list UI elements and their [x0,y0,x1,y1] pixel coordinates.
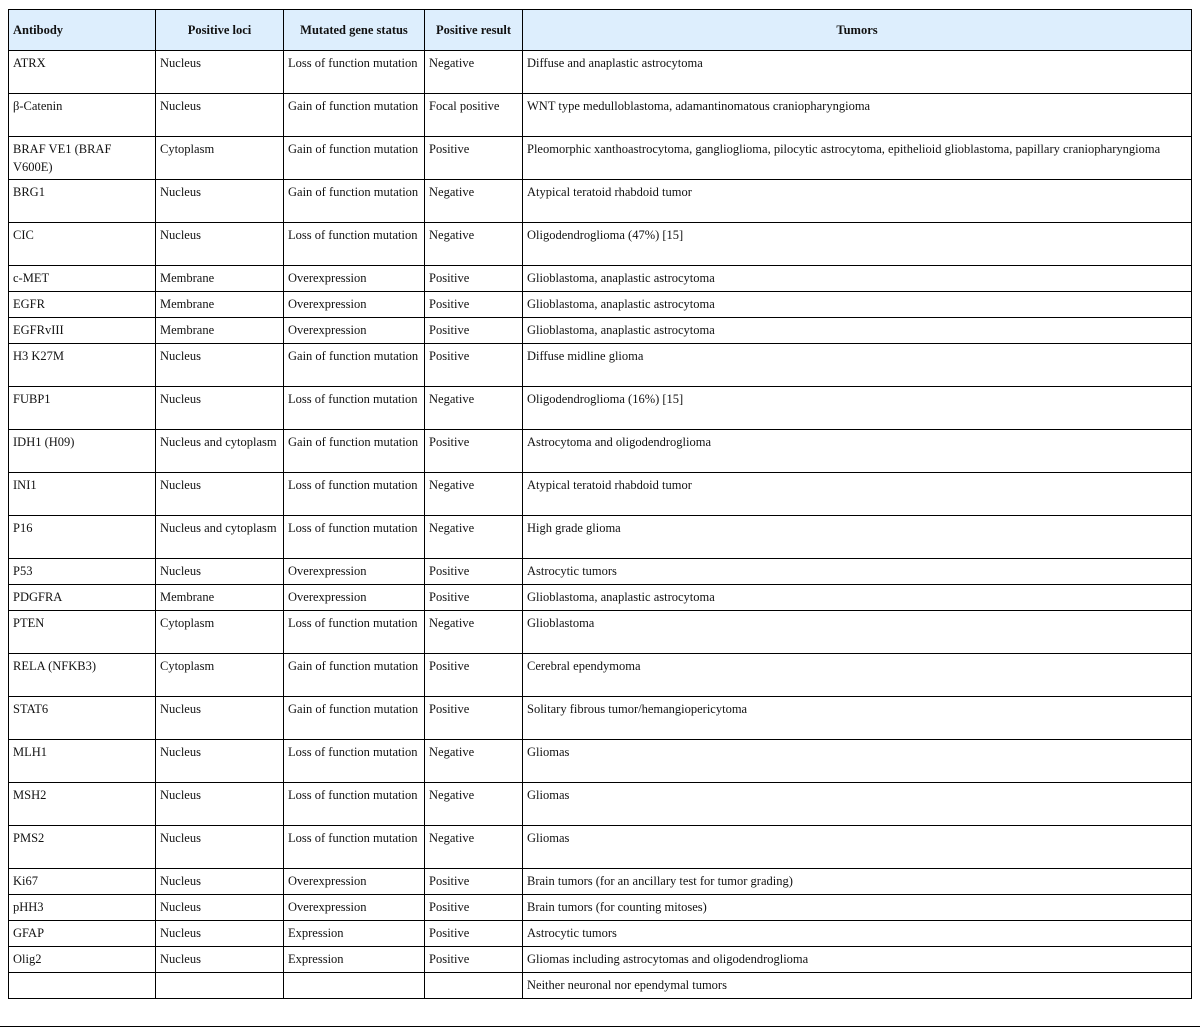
table-row [9,51,1192,94]
cell-antibody: BRAF VE1 (BRAF V600E) [9,137,156,180]
cell-positive-loci: Cytoplasm [156,654,284,697]
cell-antibody: P53 [9,559,156,585]
cell-mutated-gene-status: Loss of function mutation [284,826,425,869]
header-positive-result: Positive result [425,10,523,51]
cell-positive-result: Negative [425,223,523,266]
table-row [9,318,1192,344]
cell-positive-result: Positive [425,947,523,973]
table-row [9,266,1192,292]
table-row [9,137,1192,180]
cell-tumors: Atypical teratoid rhabdoid tumor [523,180,1192,223]
cell-positive-result: Positive [425,697,523,740]
cell-tumors: Oligodendroglioma (16%) [15] [523,387,1192,430]
table-header-row [9,10,1192,51]
cell-positive-loci: Membrane [156,585,284,611]
cell-positive-loci: Nucleus [156,826,284,869]
cell-tumors: Astrocytoma and oligodendroglioma [523,430,1192,473]
cell-antibody: BRG1 [9,180,156,223]
cell-positive-loci: Nucleus and cytoplasm [156,516,284,559]
table-row [9,94,1192,137]
cell-positive-result: Positive [425,654,523,697]
cell-tumors: Gliomas [523,740,1192,783]
cell-mutated-gene-status: Overexpression [284,266,425,292]
cell-antibody: EGFR [9,292,156,318]
cell-positive-loci: Nucleus [156,387,284,430]
cell-antibody: IDH1 (H09) [9,430,156,473]
cell-mutated-gene-status: Loss of function mutation [284,783,425,826]
cell-positive-loci: Cytoplasm [156,611,284,654]
cell-positive-loci: Nucleus [156,559,284,585]
cell-positive-result: Positive [425,559,523,585]
cell-positive-loci: Nucleus [156,697,284,740]
cell-mutated-gene-status: Loss of function mutation [284,473,425,516]
header-tumors: Tumors [523,10,1192,51]
cell-positive-result: Negative [425,51,523,94]
table-row [9,740,1192,783]
cell-mutated-gene-status [284,973,425,999]
cell-mutated-gene-status: Gain of function mutation [284,137,425,180]
antibody-table [8,9,1192,999]
cell-positive-result: Positive [425,344,523,387]
table-row [9,223,1192,266]
cell-antibody: STAT6 [9,697,156,740]
cell-positive-loci: Nucleus [156,94,284,137]
cell-positive-loci: Nucleus [156,895,284,921]
cell-positive-result: Positive [425,430,523,473]
table-row [9,344,1192,387]
cell-positive-loci: Nucleus [156,180,284,223]
table-row [9,654,1192,697]
cell-positive-result: Negative [425,180,523,223]
cell-mutated-gene-status: Overexpression [284,585,425,611]
cell-antibody: FUBP1 [9,387,156,430]
cell-antibody: H3 K27M [9,344,156,387]
cell-antibody [9,973,156,999]
table-row [9,180,1192,223]
cell-tumors: Glioblastoma, anaplastic astrocytoma [523,292,1192,318]
cell-tumors: Brain tumors (for an ancillary test for tumor grading) [523,869,1192,895]
cell-positive-result: Negative [425,826,523,869]
table-row [9,611,1192,654]
cell-positive-loci: Cytoplasm [156,137,284,180]
cell-mutated-gene-status: Overexpression [284,292,425,318]
table-row [9,516,1192,559]
cell-tumors: High grade glioma [523,516,1192,559]
cell-antibody: P16 [9,516,156,559]
cell-tumors: Brain tumors (for counting mitoses) [523,895,1192,921]
cell-tumors: Gliomas [523,783,1192,826]
table-row [9,826,1192,869]
cell-positive-loci: Nucleus [156,473,284,516]
cell-mutated-gene-status: Gain of function mutation [284,344,425,387]
cell-antibody: MSH2 [9,783,156,826]
cell-positive-loci: Nucleus [156,869,284,895]
cell-positive-loci: Nucleus [156,740,284,783]
table-body [9,51,1192,999]
table-row [9,973,1192,999]
header-positive-loci: Positive loci [156,10,284,51]
table-row [9,947,1192,973]
cell-positive-loci: Membrane [156,292,284,318]
cell-positive-loci: Nucleus [156,947,284,973]
cell-mutated-gene-status: Loss of function mutation [284,740,425,783]
cell-positive-result: Positive [425,869,523,895]
cell-positive-result: Positive [425,137,523,180]
table-row [9,895,1192,921]
cell-positive-loci: Nucleus and cytoplasm [156,430,284,473]
cell-mutated-gene-status: Loss of function mutation [284,51,425,94]
cell-tumors: Glioblastoma [523,611,1192,654]
cell-tumors: Diffuse midline glioma [523,344,1192,387]
cell-positive-result [425,973,523,999]
table-row [9,697,1192,740]
cell-mutated-gene-status: Overexpression [284,895,425,921]
cell-positive-loci [156,973,284,999]
cell-mutated-gene-status: Overexpression [284,869,425,895]
cell-antibody: PTEN [9,611,156,654]
cell-positive-result: Negative [425,473,523,516]
cell-positive-result: Focal positive [425,94,523,137]
cell-positive-loci: Nucleus [156,921,284,947]
cell-tumors: Astrocytic tumors [523,921,1192,947]
table-row [9,869,1192,895]
cell-positive-loci: Membrane [156,318,284,344]
cell-antibody: ATRX [9,51,156,94]
cell-positive-loci: Nucleus [156,51,284,94]
cell-positive-result: Positive [425,318,523,344]
cell-positive-loci: Membrane [156,266,284,292]
table-row [9,292,1192,318]
cell-tumors: Diffuse and anaplastic astrocytoma [523,51,1192,94]
cell-tumors: WNT type medulloblastoma, adamantinomatous craniopharyngioma [523,94,1192,137]
cell-antibody: PDGFRA [9,585,156,611]
cell-positive-result: Positive [425,266,523,292]
cell-antibody: pHH3 [9,895,156,921]
cell-tumors: Gliomas [523,826,1192,869]
cell-mutated-gene-status: Gain of function mutation [284,180,425,223]
cell-antibody: INI1 [9,473,156,516]
cell-mutated-gene-status: Loss of function mutation [284,387,425,430]
cell-positive-result: Positive [425,895,523,921]
cell-tumors: Pleomorphic xanthoastrocytoma, ganglioglioma, pilocytic astrocytoma, epithelioid glioblastoma, papillary craniopharyngioma [523,137,1192,180]
cell-positive-loci: Nucleus [156,344,284,387]
table-row [9,430,1192,473]
cell-positive-result: Positive [425,585,523,611]
table-row [9,585,1192,611]
table-row [9,559,1192,585]
cell-positive-loci: Nucleus [156,783,284,826]
cell-tumors: Atypical teratoid rhabdoid tumor [523,473,1192,516]
cell-mutated-gene-status: Gain of function mutation [284,697,425,740]
cell-positive-result: Negative [425,387,523,430]
cell-tumors: Glioblastoma, anaplastic astrocytoma [523,585,1192,611]
table-row [9,473,1192,516]
cell-antibody: CIC [9,223,156,266]
table-row [9,783,1192,826]
cell-mutated-gene-status: Expression [284,947,425,973]
cell-antibody: β-Catenin [9,94,156,137]
cell-tumors: Solitary fibrous tumor/hemangiopericytoma [523,697,1192,740]
table-row [9,921,1192,947]
cell-tumors: Glioblastoma, anaplastic astrocytoma [523,266,1192,292]
cell-antibody: RELA (NFKB3) [9,654,156,697]
cell-mutated-gene-status: Loss of function mutation [284,611,425,654]
cell-antibody: GFAP [9,921,156,947]
header-mutated-gene-status: Mutated gene status [284,10,425,51]
cell-antibody: c-MET [9,266,156,292]
cell-positive-loci: Nucleus [156,223,284,266]
bottom-divider [0,1026,1200,1027]
cell-tumors: Neither neuronal nor ependymal tumors [523,973,1192,999]
cell-antibody: MLH1 [9,740,156,783]
cell-tumors: Gliomas including astrocytomas and oligodendroglioma [523,947,1192,973]
table-row [9,387,1192,430]
header-antibody: Antibody [9,10,156,51]
cell-tumors: Cerebral ependymoma [523,654,1192,697]
cell-tumors: Glioblastoma, anaplastic astrocytoma [523,318,1192,344]
cell-mutated-gene-status: Expression [284,921,425,947]
cell-mutated-gene-status: Loss of function mutation [284,223,425,266]
cell-mutated-gene-status: Gain of function mutation [284,94,425,137]
cell-mutated-gene-status: Overexpression [284,318,425,344]
cell-mutated-gene-status: Loss of function mutation [284,516,425,559]
cell-mutated-gene-status: Gain of function mutation [284,430,425,473]
cell-antibody: EGFRvIII [9,318,156,344]
cell-positive-result: Negative [425,740,523,783]
cell-antibody: Olig2 [9,947,156,973]
cell-tumors: Astrocytic tumors [523,559,1192,585]
cell-positive-result: Positive [425,921,523,947]
cell-positive-result: Negative [425,611,523,654]
cell-mutated-gene-status: Gain of function mutation [284,654,425,697]
cell-antibody: Ki67 [9,869,156,895]
cell-positive-result: Negative [425,783,523,826]
cell-mutated-gene-status: Overexpression [284,559,425,585]
cell-positive-result: Positive [425,292,523,318]
cell-antibody: PMS2 [9,826,156,869]
cell-positive-result: Negative [425,516,523,559]
cell-tumors: Oligodendroglioma (47%) [15] [523,223,1192,266]
